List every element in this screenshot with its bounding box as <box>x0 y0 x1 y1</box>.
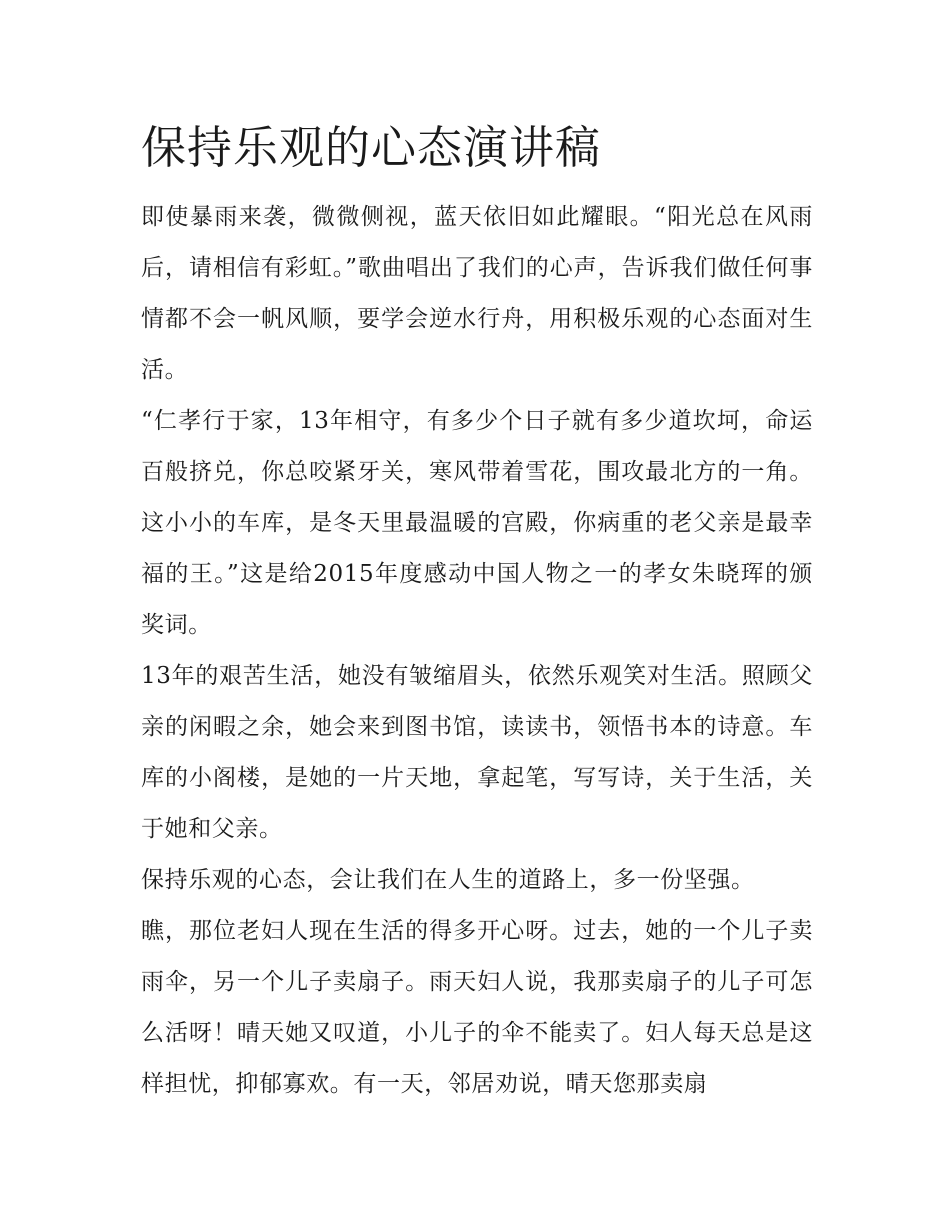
paragraph-5: 瞧，那位老妇人现在生活的得多开心呀。过去，她的一个儿子卖雨伞，另一个儿子卖扇子。雨天妇人说，我那卖扇子的儿子可怎么活呀！晴天她又叹道，小儿子的伞不能卖了。妇人每天总是这样担忧，抑郁寡欢。有一天，邻居劝说，晴天您那卖扇 <box>141 918 813 1097</box>
document-page <box>141 112 813 1110</box>
paragraph-3: 13年的艰苦生活，她没有皱缩眉头，依然乐观笑对生活。照顾父亲的闲暇之余，她会来到图书馆，读读书，领悟书本的诗意。车库的小阁楼，是她的一片天地，拿起笔，写写诗，关于生活，关于她和父亲。 <box>141 663 813 842</box>
paragraph-4: 保持乐观的心态，会让我们在人生的道路上，多一份坚强。 <box>141 867 755 893</box>
paragraph-1: 即使暴雨来袭，微微侧视，蓝天依旧如此耀眼。“阳光总在风雨后，请相信有彩虹。”歌曲唱出了我们的心声，告诉我们做任何事情都不会一帆风顺，要学会逆水行舟，用积极乐观的心态面对生活。 <box>141 204 813 383</box>
paragraph-2: “仁孝行于家，13年相守，有多少个日子就有多少道坎坷，命运百般挤兑，你总咬紧牙关，寒风带着雪花，围攻最北方的一角。这小小的车库，是冬天里最温暖的宫殿，你病重的老父亲是最幸福的王。”这是给2015年度感动中国人物之一的孝女朱晓珲的颁奖词。 <box>141 408 813 638</box>
document-title: 保持乐观的心态演讲稿 <box>141 121 602 174</box>
